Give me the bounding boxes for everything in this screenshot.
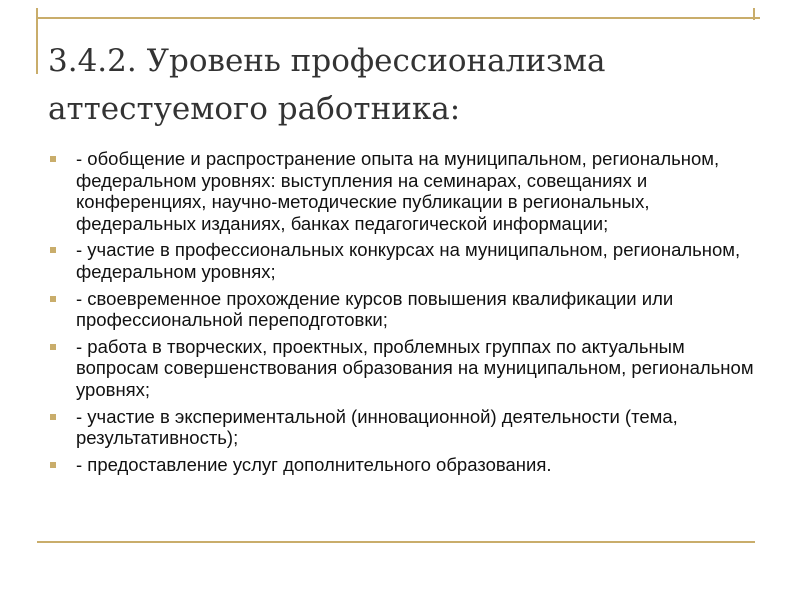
square-bullet-icon	[50, 414, 56, 420]
frame-top-line	[36, 17, 760, 19]
list-item-text: - предоставление услуг дополнительного образования.	[76, 453, 552, 475]
slide-title	[48, 37, 748, 133]
list-item-text: - своевременное прохождение курсов повышения квалификации или профессиональной переподготовки;	[76, 287, 674, 331]
slide-title-line-1: 3.4.2. Уровень профессионализма	[48, 43, 606, 79]
frame-right-line	[753, 8, 755, 20]
list-item-text: - участие в профессиональных конкурсах на муниципальном, региональном, федеральном уровнях;	[76, 239, 741, 282]
list-item	[50, 406, 770, 449]
square-bullet-icon	[50, 462, 56, 468]
frame-left-line	[36, 8, 38, 74]
list-item	[50, 288, 770, 331]
frame-bottom-line	[37, 541, 755, 543]
square-bullet-icon	[50, 247, 56, 253]
list-item	[50, 336, 770, 401]
list-item-text: - обобщение и распространение опыта на муниципальном, региональном, федеральном уровнях: выступления на семинарах, совещаниях и конференциях, научно-методические публикации в региональных, федеральных изданиях, банках педагогической информации;	[76, 148, 720, 234]
list-item	[50, 239, 770, 282]
list-item-text: - участие в экспериментальной (инновационной) деятельности (тема, результативность);	[76, 405, 678, 449]
list-item	[50, 454, 770, 476]
square-bullet-icon	[50, 344, 56, 350]
slide-title-line-2: аттестуемого работника:	[48, 91, 461, 127]
list-item-text: - работа в творческих, проектных, проблемных группах по актуальным вопросам совершенствования образования на муниципальном, региональном уровнях;	[76, 335, 754, 400]
square-bullet-icon	[50, 156, 56, 162]
square-bullet-icon	[50, 296, 56, 302]
list-item	[50, 148, 770, 234]
bullet-list	[50, 148, 770, 480]
